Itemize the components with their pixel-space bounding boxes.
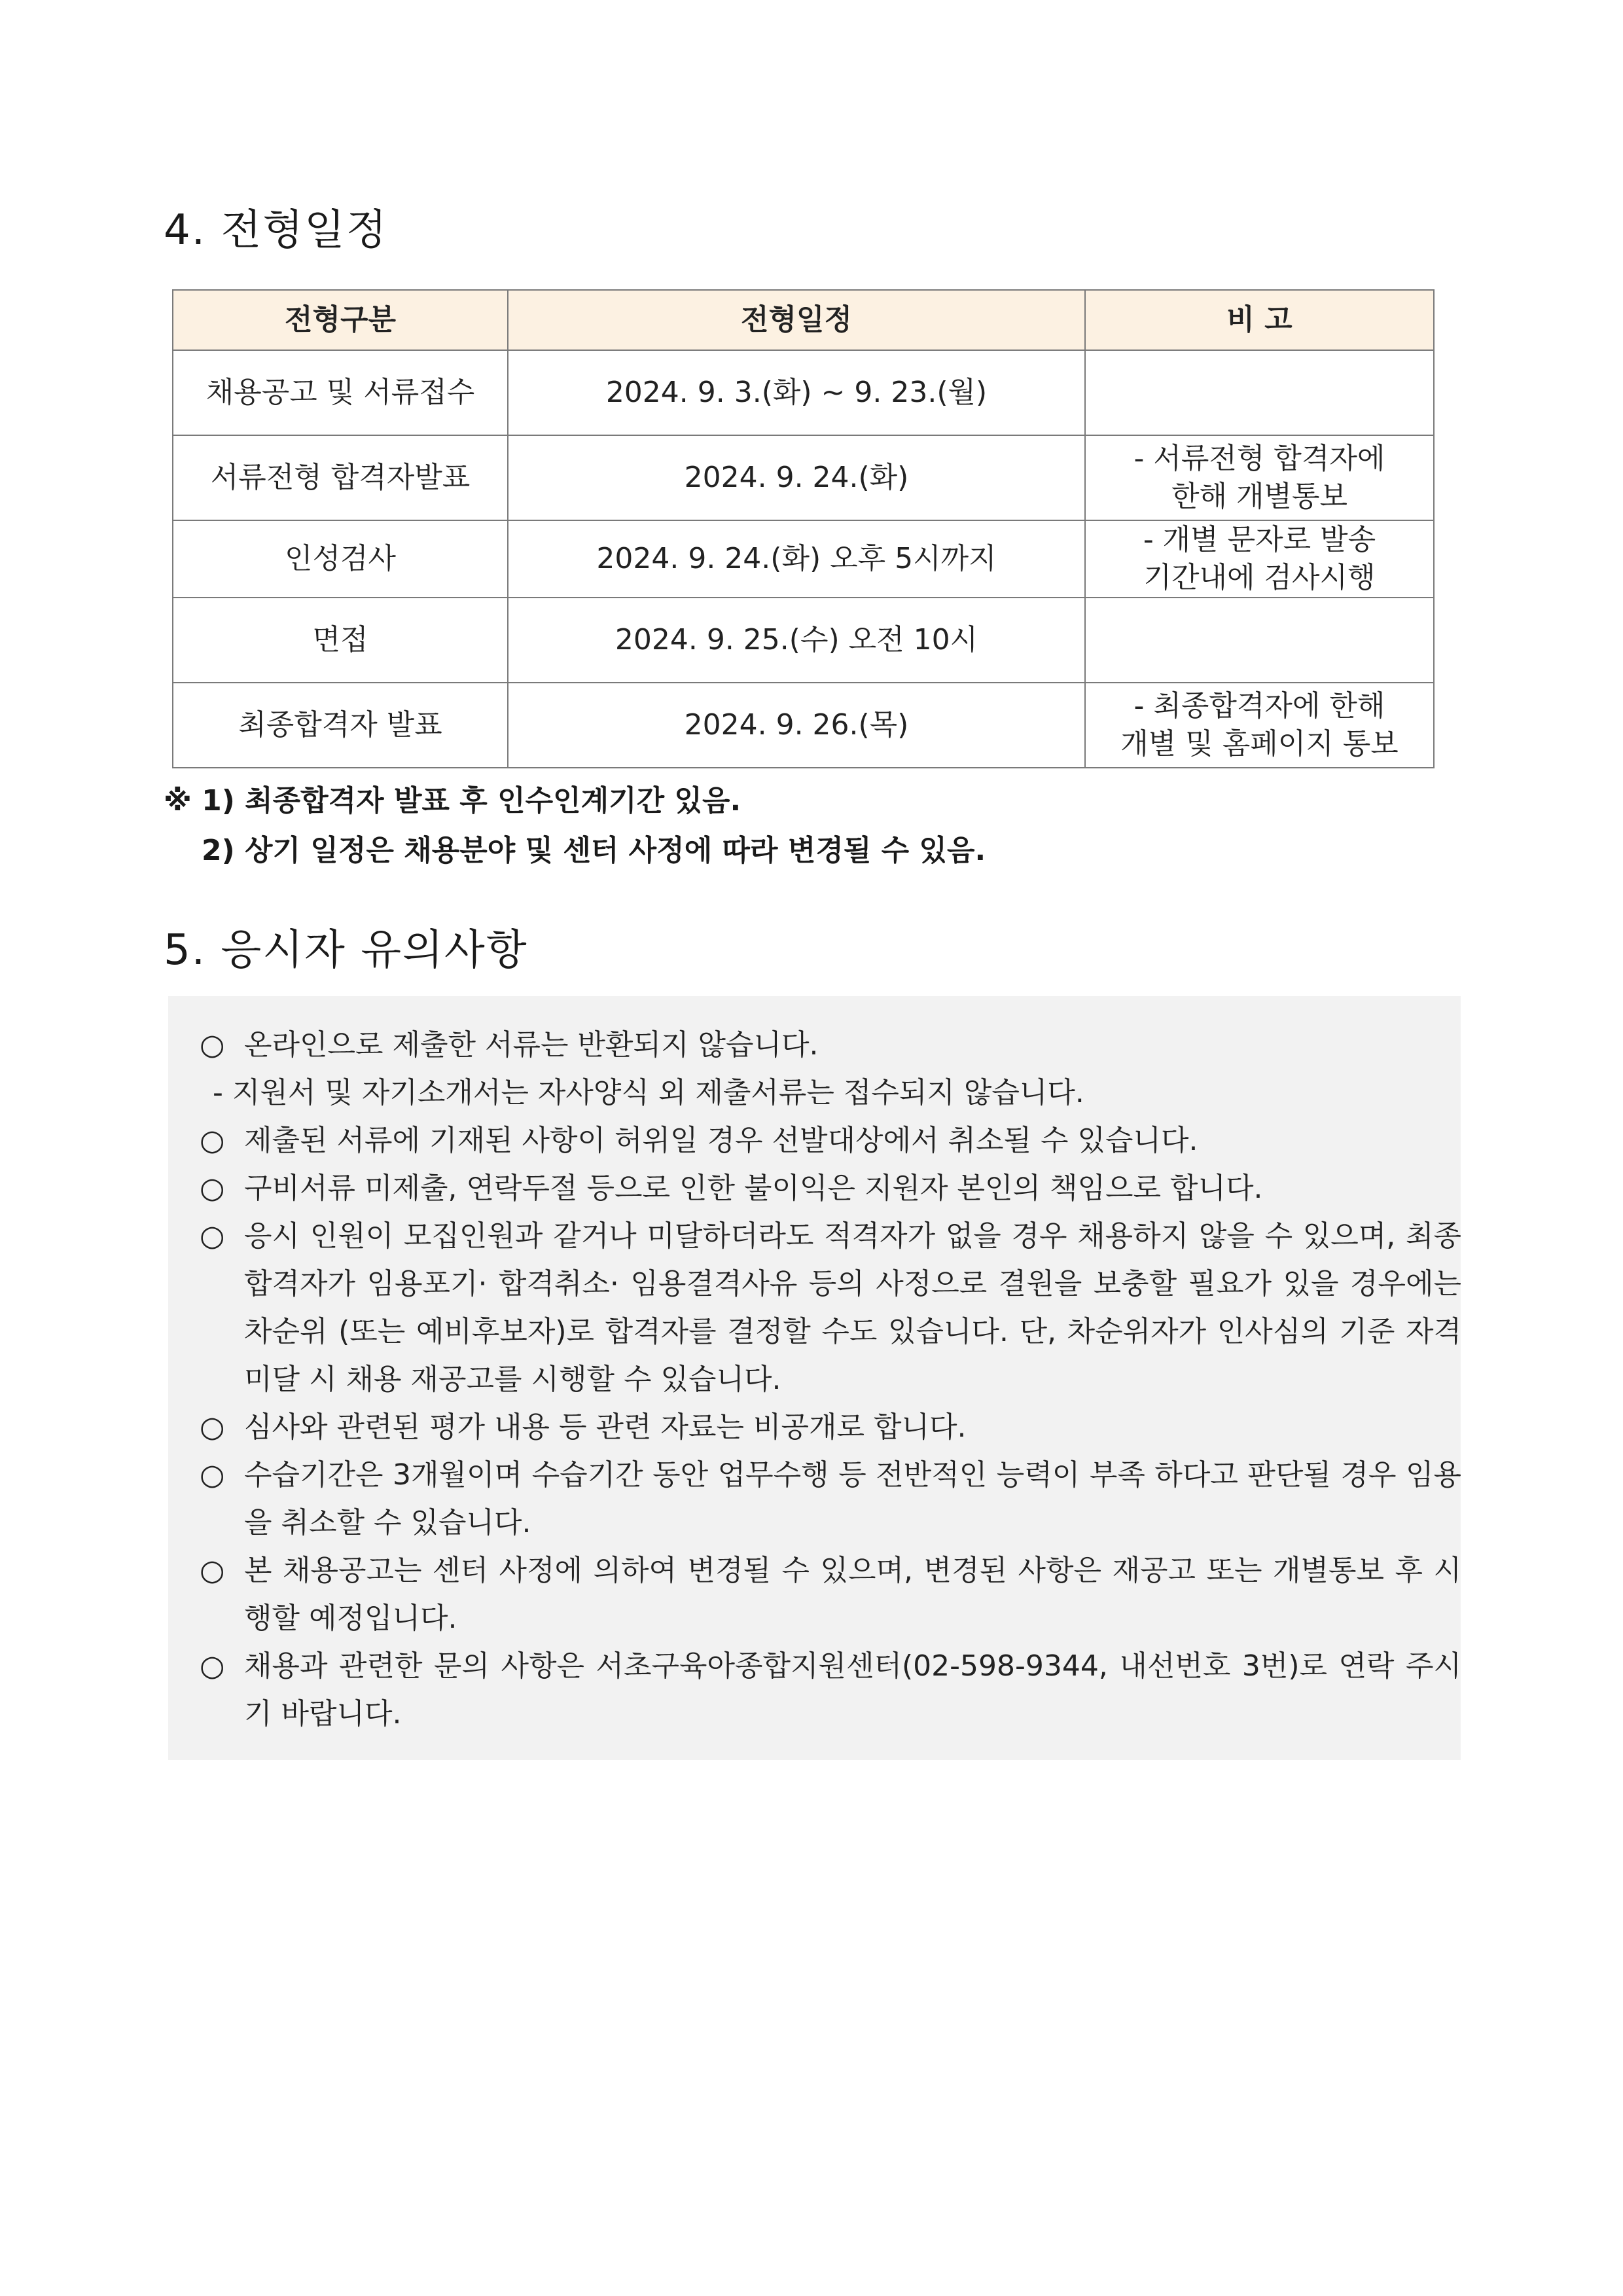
circle-bullet-icon: ○ <box>200 1649 225 1683</box>
stage-cell: 인성검사 <box>173 520 508 598</box>
remarks-cell: - 개별 문자로 발송 기간내에 검사시행 <box>1085 520 1434 598</box>
column-header-schedule: 전형일정 <box>508 290 1085 350</box>
caution-text: 온라인으로 제출한 서류는 반환되지 않습니다. <box>244 1028 819 1062</box>
circle-bullet-icon: ○ <box>200 1124 225 1157</box>
list-item <box>200 1403 1461 1451</box>
caution-sub-item: - 지원서 및 자기소개서는 자사양식 외 제출서류는 접수되지 않습니다. <box>213 1076 1084 1109</box>
schedule-table <box>172 289 1435 768</box>
list-item <box>200 1117 1461 1164</box>
caution-text: 구비서류 미제출, 연락두절 등으로 인한 불이익은 지원자 본인의 책임으로 합니다. <box>244 1172 1263 1205</box>
circle-bullet-icon: ○ <box>200 1028 225 1062</box>
table-header-row <box>173 290 1434 350</box>
circle-bullet-icon: ○ <box>200 1172 225 1205</box>
table-row <box>173 350 1434 435</box>
stage-cell: 면접 <box>173 598 508 683</box>
table-row <box>173 598 1434 683</box>
list-item <box>200 1547 1461 1642</box>
caution-text: 채용과 관련한 문의 사항은 서초구육아종합지원센터(02-598-9344, 내선번호 3번)로 연락 주시기 바랍니다. <box>244 1649 1461 1731</box>
stage-cell: 서류전형 합격자발표 <box>173 435 508 520</box>
stage-cell: 최종합격자 발표 <box>173 683 508 768</box>
caution-text: 수습기간은 3개월이며 수습기간 동안 업무수행 등 전반적인 능력이 부족 하다고 판단될 경우 임용을 취소할 수 있습니다. <box>244 1458 1461 1539</box>
list-item <box>200 1212 1461 1403</box>
schedule-note-1: ※ 1) 최종합격자 발표 후 인수인계기간 있음. <box>164 784 741 817</box>
remarks-cell: - 최종합격자에 한해 개별 및 홈페이지 통보 <box>1085 683 1434 768</box>
list-item <box>200 1642 1461 1738</box>
schedule-cell: 2024. 9. 24.(화) 오후 5시까지 <box>508 520 1085 598</box>
cautions-box <box>168 996 1461 1760</box>
schedule-notes <box>164 776 1440 876</box>
circle-bullet-icon: ○ <box>200 1458 225 1492</box>
section-title-schedule: 4. 전형일정 <box>164 206 388 255</box>
remarks-cell <box>1085 350 1434 435</box>
schedule-cell: 2024. 9. 3.(화) ~ 9. 23.(월) <box>508 350 1085 435</box>
table-row <box>173 435 1434 520</box>
caution-text: 심사와 관련된 평가 내용 등 관련 자료는 비공개로 합니다. <box>244 1410 967 1444</box>
circle-bullet-icon: ○ <box>200 1410 225 1444</box>
caution-text: 본 채용공고는 센터 사정에 의하여 변경될 수 있으며, 변경된 사항은 재공고 또는 개별통보 후 시행할 예정입니다. <box>244 1554 1461 1635</box>
circle-bullet-icon: ○ <box>200 1219 225 1253</box>
caution-text: 제출된 서류에 기재된 사항이 허위일 경우 선발대상에서 취소될 수 있습니다. <box>244 1124 1198 1157</box>
schedule-cell: 2024. 9. 24.(화) <box>508 435 1085 520</box>
schedule-cell: 2024. 9. 26.(목) <box>508 683 1085 768</box>
stage-cell: 채용공고 및 서류접수 <box>173 350 508 435</box>
caution-text: 응시 인원이 모집인원과 같거나 미달하더라도 적격자가 없을 경우 채용하지 않을 수 있으며, 최종합격자가 임용포기· 합격취소· 임용결격사유 등의 사정으로 결원을 보충할 필요가 있을 경우에는 차순위 (또는 예비후보자)로 합격자를 결정할 수도 있습니다. 단, 차순위자가 인사심의 기준 자격 미달 시 채용 재공고를 시행할 수 있습니다. <box>244 1219 1461 1396</box>
table-row <box>173 520 1434 598</box>
remarks-cell <box>1085 598 1434 683</box>
schedule-note-2: 2) 상기 일정은 채용분야 및 센터 사정에 따라 변경될 수 있음. <box>202 834 986 867</box>
table-row <box>173 683 1434 768</box>
schedule-cell: 2024. 9. 25.(수) 오전 10시 <box>508 598 1085 683</box>
column-header-stage: 전형구분 <box>173 290 508 350</box>
column-header-remarks: 비 고 <box>1085 290 1434 350</box>
list-item <box>200 1021 1461 1069</box>
section-title-cautions: 5. 응시자 유의사항 <box>164 926 528 975</box>
remarks-cell: - 서류전형 합격자에 한해 개별통보 <box>1085 435 1434 520</box>
list-item <box>200 1164 1461 1212</box>
list-item <box>200 1451 1461 1547</box>
circle-bullet-icon: ○ <box>200 1554 225 1587</box>
